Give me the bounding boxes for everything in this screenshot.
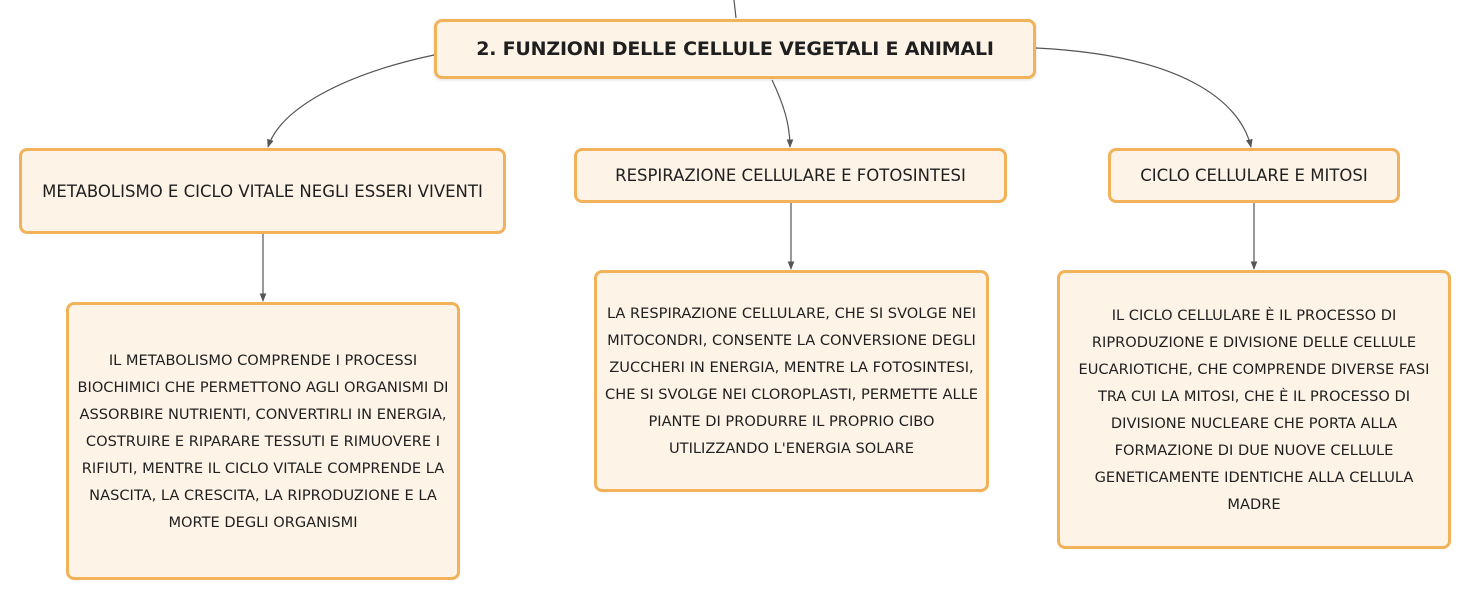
detail-node-metabolism[interactable] [66, 302, 460, 580]
root-topic-node[interactable] [434, 19, 1036, 79]
detail-text-respiration: LA RESPIRAZIONE CELLULARE, CHE SI SVOLGE NEI MITOCONDRI, CONSENTE LA CONVERSIONE DEGLI ZUCCHERI IN ENERGIA, MENTRE LA FOTOSINTESI, CHE SI SVOLGE NEI CLOROPLASTI, PERMETTE ALLE PIANTE DI PRODURRE IL PROPRIO CIBO UTILIZZANDO L'ENERGIA SOLARE [605, 305, 978, 457]
connector-root-to-metabolism [268, 55, 434, 147]
detail-node-respiration[interactable] [594, 270, 989, 492]
topic-label-respiration: RESPIRAZIONE CELLULARE E FOTOSINTESI [615, 166, 966, 185]
connector-root-to-cycle [1036, 48, 1251, 147]
topic-node-cell-cycle[interactable] [1108, 148, 1400, 203]
detail-text-cell-cycle: IL CICLO CELLULARE È IL PROCESSO DI RIPRODUZIONE E DIVISIONE DELLE CELLULE EUCARIOTICHE, CHE COMPRENDE DIVERSE FASI TRA CUI LA MITOSI, CHE È IL PROCESSO DI DIVISIONE NUCLEARE CHE PORTA ALLA FORMAZIONE DI DUE NUOVE CELLULE GENETICAMENTE IDENTICHE ALLA CELLULA MADRE [1078, 306, 1430, 513]
topic-label-cell-cycle: CICLO CELLULARE E MITOSI [1140, 166, 1368, 185]
topic-label-metabolism: METABOLISMO E CICLO VITALE NEGLI ESSERI VIVENTI [42, 181, 483, 201]
detail-node-cell-cycle[interactable] [1057, 270, 1451, 549]
topic-node-metabolism[interactable] [19, 148, 506, 234]
connector-root-to-respiration [772, 80, 790, 147]
topic-node-respiration[interactable] [574, 148, 1007, 203]
connector-parent-to-root [734, 0, 736, 18]
detail-text-metabolism: IL METABOLISMO COMPRENDE I PROCESSI BIOCHIMICI CHE PERMETTONO AGLI ORGANISMI DI ASSORBIRE NUTRIENTI, CONVERTIRLI IN ENERGIA, COSTRUIRE E RIPARARE TESSUTI E RIMUOVERE I RIFIUTI, MENTRE IL CICLO VITALE COMPRENDE LA NASCITA, LA CRESCITA, LA RIPRODUZIONE E LA MORTE DEGLI ORGANISMI [77, 351, 449, 531]
root-topic-title: 2. FUNZIONI DELLE CELLULE VEGETALI E ANIMALI [476, 38, 994, 60]
